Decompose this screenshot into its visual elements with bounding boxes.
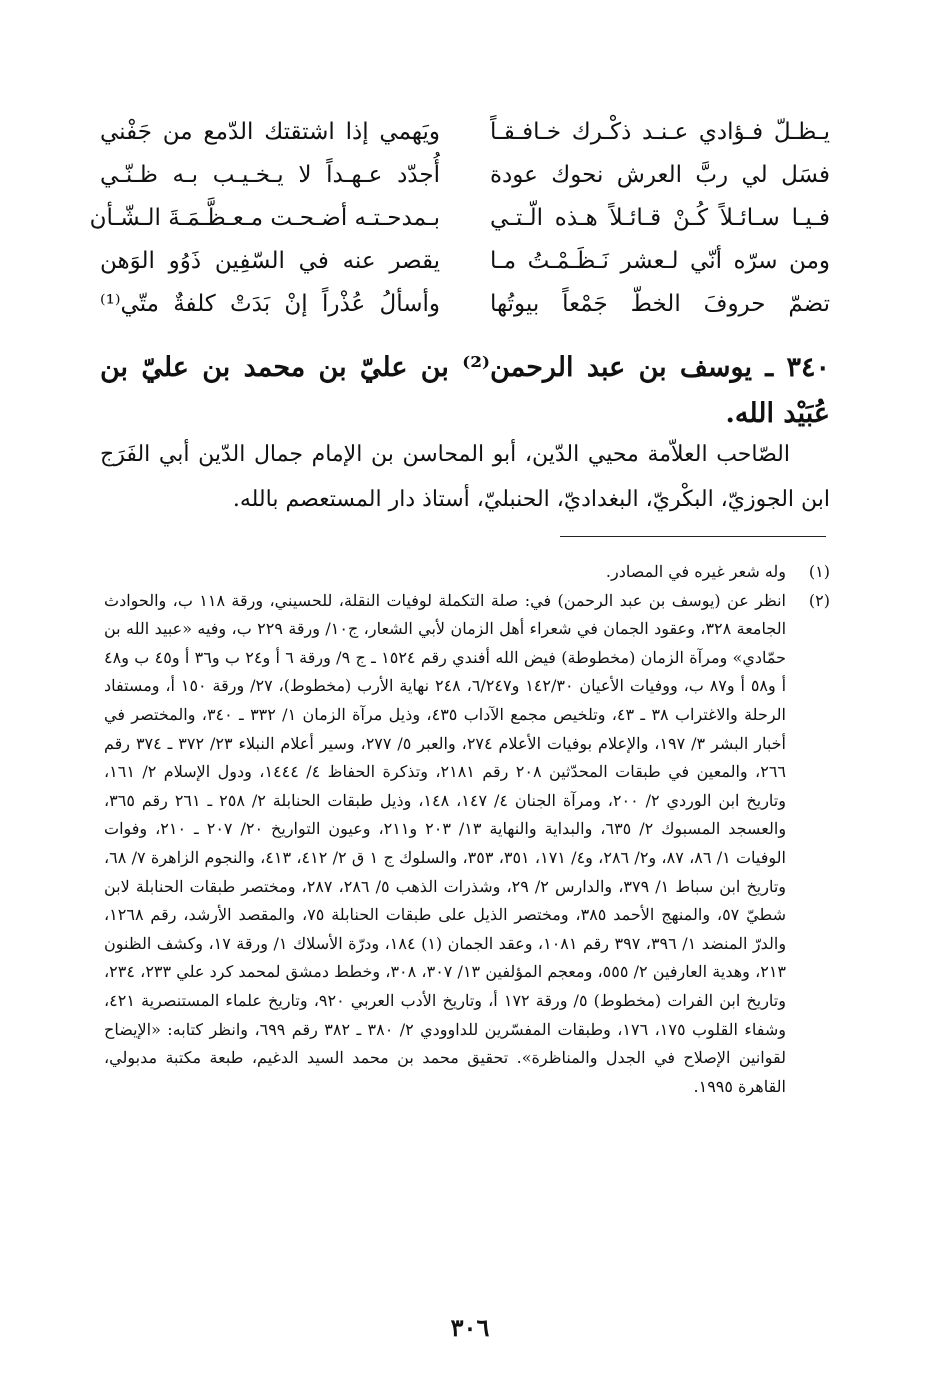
entry-body	[100, 432, 830, 522]
footnote	[104, 558, 830, 587]
poem-hemistich-right: ومن سرّه أنّي لـعشر نَـظَـمْـتُ مـا	[490, 247, 830, 274]
poem-hemistich-left: ويَهمي إذا اشتقتك الدّمع من جَفْني	[100, 118, 440, 145]
poem-line	[100, 239, 830, 282]
poem-hemistich-right: فسَل لي ربَّ العرش نحوك عودة	[490, 161, 830, 188]
poem-hemistich-right: يـظـلّ فـؤادي عـنـد ذكْـرك خـافـقـاً	[490, 118, 830, 145]
footnote-number: (١)	[808, 562, 830, 581]
poem-line	[100, 153, 830, 196]
poem-line	[100, 110, 830, 153]
footnote-text: وله شعر غيره في المصادر.	[605, 562, 786, 581]
poem-hemistich-left: وأسألُ عُذْراً إنْ بَدَتْ كلفةٌ متّي⁽¹⁾	[100, 290, 440, 317]
footnote	[104, 587, 830, 1102]
poem-hemistich-right: فـيـا سـائـلاً كُـنْ قـائـلاً هـذه الّـتـي	[490, 204, 830, 231]
poem-hemistich-left: بـمدحـتـه أضـحـت مـعـظَّـمَـةَ الـشّـأن	[89, 204, 440, 231]
entry-heading: ٣٤٠ ـ يوسف بن عبد الرحمن⁽²⁾ بن عليّ بن محمد بن عليّ بن عُبَيْد الله.	[100, 352, 830, 429]
poem-hemistich-left: أُجدّد عـهـداً لا يـخـيـب بـه ظـنّـي	[100, 161, 440, 188]
footnotes	[104, 558, 830, 1101]
poem-line	[100, 282, 830, 325]
footnote-text: انظر عن (يوسف بن عبد الرحمن) في: صلة التكملة لوفيات النقلة، للحسيني، ورقة ١١٨ ب، والحوادث الجامعة ٣٢٨، وعقود الجمان في شعراء أهل الزمان لأبي الشعار، ج١٠/ ورقة ٢٢٩ ب، وفيه «عبيد الله بن حمّادي» ومرآة الزمان (مخطوطة) فيض الله أفندي رقم ١٥٢٤ ـ ج ٩/ ورقة ٦ أ و٢٤ ب و٣٦ أ و٤٥ ب و٤٨ أ و٥٨ أ و٨٧ ب، ووفيات الأعيان ١٤٢/٣٠ و٦/٢٤٧، ٢٤٨ نهاية الأرب (مخطوط)، ٢٧/ ورقة ١٥٠ أ، ومستفاد الرحلة والاغتراب ٣٨ ـ ٤٣، وتلخيص مجمع الآداب ٤٣٥، وذيل مرآة الزمان ١/ ٣٣٢ ـ ٣٤٠، والمختصر في أخبار البشر ٣/ ١٩٧، والإعلام بوفيات الأعلام ٢٧٤، والعبر ٥/ ٢٧٧، وسير أعلام النبلاء ٢٣/ ٣٧٢ ـ ٣٧٤ رقم ٢٦٦، والمعين في طبقات المحدّثين ٢٠٨ رقم ٢١٨١، وتذكرة الحفاظ ٤/ ١٤٤٤، ودول الإسلام ٢/ ١٦١، وتاريخ ابن الوردي ٢/ ٢٠٠، ومرآة الجنان ٤/ ١٤٧، ١٤٨، وذيل طبقات الحنابلة ٢/ ٢٥٨ ـ ٢٦١ رقم ٣٦٥، والعسجد المسبوك ٢/ ٦٣٥، والبداية والنهاية ١٣/ ٢٠٣ و٢١١، وعيون التواريخ ٢٠/ ٢٠٧ ـ ٢١٠، وفوات الوفيات ١/ ٨٦، ٨٧، و٢/ ٢٨٦، و٤/ ١٧١، ٣٥١، ٣٥٣، والسلوك ج ١ ق ٢/ ٤١٢، ٤١٣، والنجوم الزاهرة ٧/ ٦٨، وتاريخ ابن سباط ١/ ٣٧٩، والدارس ٢/ ٢٩، وشذرات الذهب ٥/ ٢٨٦، ٢٨٧، ومختصر طبقات الحنابلة لابن شطيّ ٥٧، والمنهج الأحمد ٣٨٥، ومختصر الذيل على طبقات الحنابلة ٧٥، والمقصد الأرشد، رقم ١٢٦٨، والدرّ المنضد ١/ ٣٩٦، ٣٩٧ رقم ١٠٨١، وعقد الجمان (١) ١٨٤، ودرّة الأسلاك ١/ ورقة ١٧، وكشف الظنون ٢١٣، وهدية العارفين ٢/ ٥٥٥، ومعجم المؤلفين ١٣/ ٣٠٧، ٣٠٨، وخطط دمشق لمحمد كرد علي ٢٣٣، ٢٣٤، وتاريخ ابن الفرات (مخطوط) ٥/ ورقة ١٧٢ أ، وتاريخ الأدب العربي ٩٢٠، وتاريخ علماء المستنصرية ٤٢١، وشفاء القلوب ١٧٥، ١٧٦، وطبقات المفسّرين للداوودي ٢/ ٣٨٠ ـ ٣٨٢ رقم ٦٩٩، وانظر كتابه: «الإيضاح لقوانين الإصلاح في الجدل والمناظرة». تحقيق محمد بن محمد السيد الدغيم، طبعة مكتبة مدبولي، القاهرة ١٩٩٥.	[104, 590, 787, 1096]
footnote-number: (٢)	[808, 590, 830, 610]
poem-line	[89, 196, 830, 239]
poem-hemistich-right: تضمّ حروفَ الخطّ جَمْعاً بيوتُها	[490, 290, 830, 317]
entry-body-text: الصّاحب العلاّمة محيي الدّين، أبو المحاسن بن الإمام جمال الدّين أبي الفَرَج ابن الجوزيّ، البكْريّ، البغداديّ، الحنبليّ، أستاذ دار المستعصم بالله.	[100, 442, 830, 512]
poem	[89, 110, 830, 325]
page-number: ٣٠٦	[450, 1313, 490, 1342]
footnote-divider	[560, 536, 826, 537]
poem-hemistich-left: يقصر عنه في السّفِين ذَوُو الوَهن	[100, 247, 440, 274]
